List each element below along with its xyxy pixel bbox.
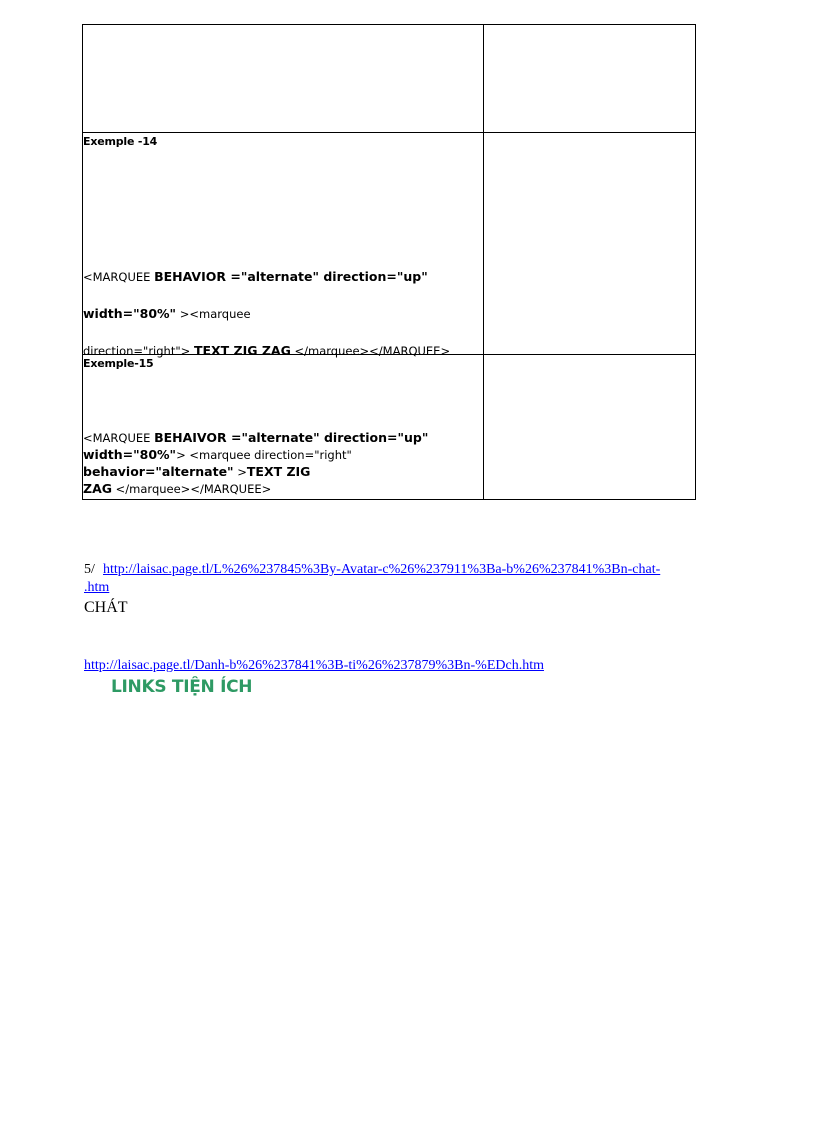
utility-directory-link[interactable]: http://laisac.page.tl/Danh-b%26%237841%3B-ti%26%237879%3Bn-%EDch.htm	[84, 658, 544, 673]
code-text: </marquee></MARQUEE>	[290, 344, 451, 358]
table-cell	[484, 25, 696, 133]
code-text: <MARQUEE	[83, 431, 155, 445]
table-row	[83, 355, 696, 500]
code-snippet	[83, 268, 450, 359]
examples-table	[82, 24, 696, 500]
code-text: > <marquee direction="right"	[176, 448, 352, 462]
code-text-bold: TEXT ZIG ZAG	[193, 343, 291, 358]
code-line	[83, 305, 450, 342]
code-text: >	[233, 465, 247, 479]
table-cell	[484, 355, 696, 500]
code-text-bold: BEHAIVOR ="alternate" direction="up"	[154, 430, 429, 445]
code-text: <MARQUEE	[83, 270, 155, 284]
code-text-bold: BEHAVIOR ="alternate" direction="up"	[154, 269, 428, 284]
avatar-chat-link[interactable]: http://laisac.page.tl/L%26%237845%3By-Avatar-c%26%237911%3Ba-b%26%237841%3Bn-chat-	[103, 562, 661, 577]
item-number: 5/	[84, 562, 95, 577]
code-line	[83, 480, 428, 497]
chat-label: CHÁT	[84, 599, 128, 616]
table-row	[83, 133, 696, 355]
code-text: direction="right">	[83, 344, 194, 358]
table-cell-example-14	[83, 133, 484, 358]
example-title: Exemple-15	[83, 357, 154, 370]
code-text-bold: width="80%"	[83, 306, 177, 321]
code-text: </marquee></MARQUEE>	[112, 482, 272, 496]
table-cell-example-15	[83, 355, 484, 500]
code-line	[83, 446, 428, 463]
avatar-chat-link-continued[interactable]: .htm	[84, 580, 110, 595]
links-heading: LINKS TIỆN ÍCH	[111, 677, 253, 697]
code-text-bold: ZAG	[83, 481, 112, 496]
code-text-bold: TEXT ZIG	[246, 464, 311, 479]
code-text-bold: width="80%"	[83, 447, 177, 462]
example-title: Exemple -14	[83, 135, 158, 148]
code-line	[83, 429, 428, 446]
code-text-bold: behavior="alternate"	[83, 464, 234, 479]
code-text: ><marquee	[176, 307, 251, 321]
table-cell	[484, 133, 696, 355]
code-line	[83, 268, 450, 305]
table-row	[83, 25, 696, 133]
code-snippet	[83, 429, 428, 497]
code-line	[83, 463, 428, 480]
table-cell	[83, 25, 484, 133]
